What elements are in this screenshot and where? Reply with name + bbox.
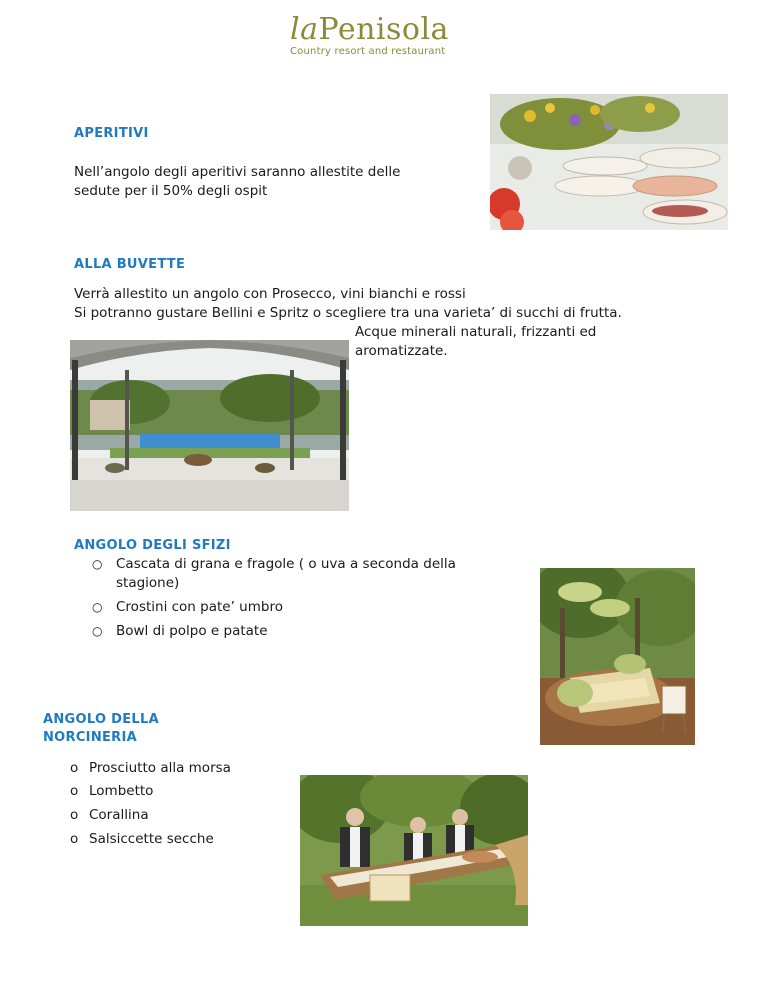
norcineria-chefs-photo xyxy=(300,775,528,926)
sfizi-item-3: Bowl di polpo e patate xyxy=(116,623,268,639)
logo-name: Penisola xyxy=(318,12,449,47)
logo-wordmark xyxy=(290,14,460,46)
norcineria-bullet-2: o xyxy=(70,783,79,799)
sfizi-bullet-1: ○ xyxy=(92,557,103,571)
aperitivi-buffet-photo xyxy=(490,94,728,230)
logo-prefix: la xyxy=(290,12,319,47)
norcineria-heading-line-2: NORCINERIA xyxy=(43,730,137,745)
norcineria-item-4: Salsiccette secche xyxy=(89,831,214,847)
sfizi-cheese-grapes-photo xyxy=(540,568,695,745)
norcineria-item-2: Lombetto xyxy=(89,783,154,799)
aperitivi-line-2: sedute per il 50% degli ospit xyxy=(74,183,268,199)
norcineria-item-3: Corallina xyxy=(89,807,149,823)
buvette-pool-photo xyxy=(70,340,349,511)
buvette-line-3: Acque minerali naturali, frizzanti ed xyxy=(355,324,597,340)
sfizi-heading: ANGOLO DEGLI SFIZI xyxy=(74,538,231,553)
sfizi-bullet-2: ○ xyxy=(92,600,103,614)
buvette-line-1: Verrà allestito un angolo con Prosecco, vini bianchi e rossi xyxy=(74,286,466,302)
buvette-heading: ALLA BUVETTE xyxy=(74,257,186,272)
norcineria-item-1: Prosciutto alla morsa xyxy=(89,760,231,776)
aperitivi-heading: APERITIVI xyxy=(74,126,149,141)
sfizi-item-1: Cascata di grana e fragole ( o uva a seconda della xyxy=(116,556,456,572)
buvette-line-2: Si potranno gustare Bellini e Spritz o scegliere tra una varieta’ di succhi di frutta. xyxy=(74,305,622,321)
norcineria-bullet-4: o xyxy=(70,831,79,847)
buvette-line-4: aromatizzate. xyxy=(355,343,448,359)
logo xyxy=(290,14,460,57)
sfizi-item-2: Crostini con pate’ umbro xyxy=(116,599,283,615)
aperitivi-line-1: Nell’angolo degli aperitivi saranno allestite delle xyxy=(74,164,401,180)
sfizi-bullet-3: ○ xyxy=(92,624,103,638)
logo-tagline: Country resort and restaurant xyxy=(290,46,446,57)
norcineria-bullet-3: o xyxy=(70,807,79,823)
norcineria-bullet-1: o xyxy=(70,760,79,776)
sfizi-item-1-cont: stagione) xyxy=(116,575,180,591)
norcineria-heading-line-1: ANGOLO DELLA xyxy=(43,712,159,727)
